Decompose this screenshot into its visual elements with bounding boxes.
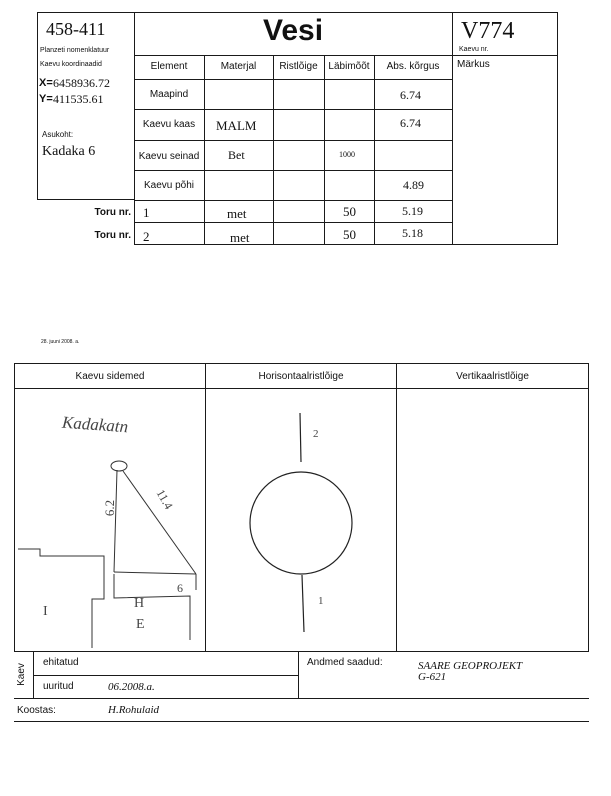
x-coord-label: X= (39, 77, 53, 89)
row-diameter: 1000 (339, 150, 355, 159)
well-number-label: Kaevu nr. (459, 46, 489, 53)
compiled-value: H.Rohulaid (108, 704, 160, 716)
pipe-abs: 5.18 (402, 226, 423, 240)
row-abs: 6.74 (400, 116, 421, 130)
date-stamp: 28. juuni 2008. a. (41, 339, 80, 345)
surveyed-value: 06.2008.a. (108, 681, 155, 693)
pipe-diameter: 50 (343, 227, 356, 242)
pipe-diameter: 50 (343, 204, 356, 219)
row-abs: 4.89 (403, 178, 424, 192)
location-label: Asukoht: (42, 130, 74, 139)
row-element: Kaevu kaas (142, 119, 196, 130)
pipe-abs: 5.19 (402, 204, 423, 218)
col-header-notes: Märkus (457, 59, 490, 70)
data-from-company: SAARE GEOPROJEKT (418, 660, 523, 672)
row-material: Bet (228, 148, 245, 162)
y-coord-label: Y= (39, 93, 53, 105)
col-horizontal-header: Horisontaalristlõige (258, 371, 344, 382)
pipe-number: 2 (143, 229, 150, 244)
side-label: Kaev (15, 663, 27, 686)
hand-building-i: I (43, 604, 48, 619)
data-from-label: Andmed saadud: (307, 657, 383, 668)
nomenclature-value: 458-411 (46, 19, 106, 39)
col-header-diameter: Läbimõõt (328, 61, 370, 72)
col-header-abs: Abs. kõrgus (386, 61, 440, 72)
pipe-label: Toru nr. (94, 207, 131, 218)
col-vertical-header: Vertikaalristlõige (456, 371, 529, 382)
row-abs: 6.74 (400, 88, 421, 102)
hand-distance-114: 11.4 (153, 486, 176, 512)
y-coord-value: 411535.61 (53, 92, 104, 106)
row-element: Maapind (149, 89, 189, 100)
data-from-code: G-621 (418, 671, 447, 683)
row-element: Kaevu põhi (143, 180, 195, 191)
hand-distance-6: 6 (177, 581, 183, 595)
hand-distance-62: 6.2 (102, 499, 118, 517)
col-connections-header: Kaevu sidemed (75, 371, 145, 382)
row-element: Kaevu seinad (138, 151, 200, 162)
location-value: Kadaka 6 (42, 144, 96, 159)
col-header-element: Element (150, 61, 188, 72)
built-label: ehitatud (43, 657, 79, 668)
pipe-material: met (227, 206, 247, 221)
well-number-value: V774 (461, 18, 515, 44)
hand-pipe-2: 2 (313, 428, 319, 440)
hand-building-h: H (134, 596, 145, 611)
x-coord-value: 6458936.72 (53, 76, 110, 90)
nomenclature-label: Planzeti nomenklatuur (40, 47, 110, 54)
coords-label: Kaevu koordinaadid (40, 61, 102, 68)
hand-building-e: E (136, 617, 145, 632)
col-header-section: Ristlõige (279, 61, 318, 72)
pipe-material: met (230, 230, 250, 245)
hand-street-name: Kadakatn (61, 412, 129, 437)
surveyed-label: uuritud (43, 681, 74, 692)
hand-pipe-1: 1 (318, 595, 324, 607)
compiled-label: Koostas: (17, 705, 56, 716)
row-material: MALM (216, 118, 257, 133)
page-title: Vesi (262, 14, 324, 47)
col-header-material: Materjal (220, 61, 257, 72)
pipe-label: Toru nr. (94, 230, 131, 241)
pipe-number: 1 (143, 205, 150, 220)
